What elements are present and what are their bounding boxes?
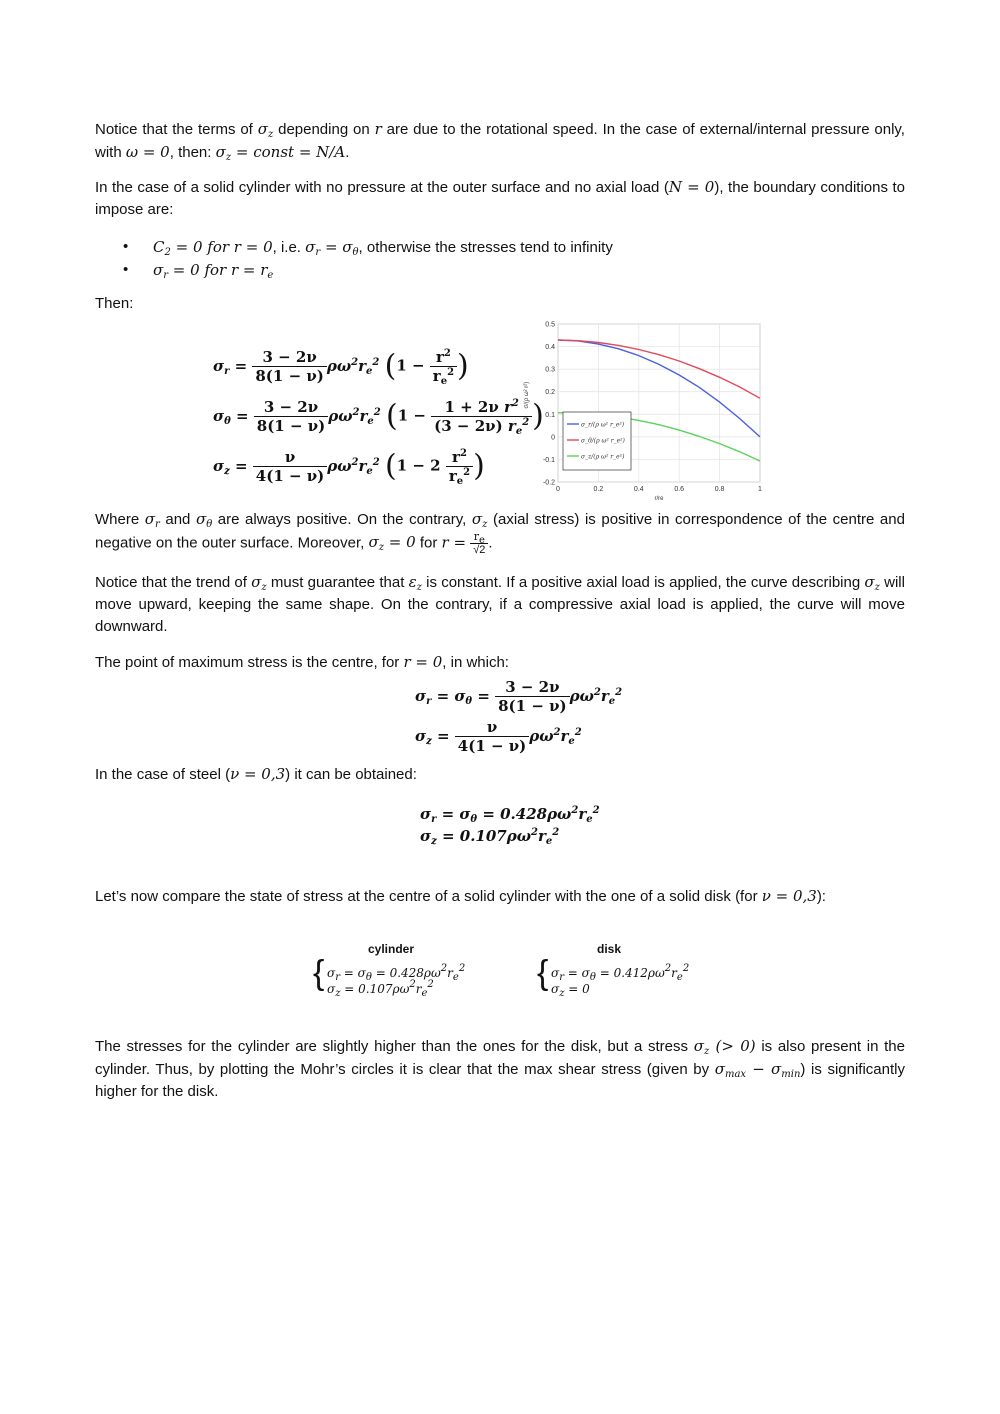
y-tick-label: -0.2	[542, 479, 555, 487]
brace-icon: {	[313, 954, 325, 992]
paragraph-rotational-terms	[95, 118, 905, 164]
text: are due to the rotational speed. In the case of external/internal pressure only, with	[95, 121, 905, 161]
cylinder-eq-2: $\sigma_z = 0.107\rho\omega^2r_e^2$	[327, 979, 434, 999]
paragraph-boundary-intro	[95, 176, 905, 221]
stress-distribution-chart	[520, 318, 770, 502]
cylinder-eq-1: $\sigma_r = \sigma_\theta = 0.428\rho\omega^2r_e^2$	[327, 963, 466, 983]
paragraph-max-stress: The point of maximum stress is the centre, for r = 0, in which:	[95, 653, 509, 671]
x-tick-label: 0.4	[633, 486, 644, 493]
text: Notice that the terms of	[95, 121, 258, 138]
x-tick-label: 1	[758, 486, 762, 493]
text: , then:	[169, 144, 216, 161]
boundary-conditions-list	[95, 236, 613, 282]
text: , otherwise the stresses tend to infinity	[358, 239, 613, 256]
equation-centre-sz: $\sigma_z$ = $\frac{\nu}{4(1 - \nu)}$ $\rho\omega^2r_e^2$	[415, 718, 582, 755]
steel-equations	[420, 803, 670, 853]
text: depending on	[273, 121, 375, 138]
x-axis-label: r/re	[654, 496, 664, 502]
list-item	[95, 259, 613, 282]
paragraph-steel: In the case of steel (ν = 0,3) it can be obtained:	[95, 765, 417, 783]
math-n-zero: N = 0	[668, 178, 715, 196]
math-sr-st: $\sigma_r = \sigma_\theta$	[305, 238, 359, 258]
text: , i.e.	[272, 239, 306, 256]
disk-title: disk	[597, 942, 622, 956]
fraction-re-sqrt2: $\frac{r_e}{√2}$	[470, 531, 488, 556]
centre-equations	[415, 678, 665, 758]
y-tick-label: 0.1	[545, 411, 555, 419]
then-label: Then:	[95, 295, 134, 312]
equation-sigma-r: $\sigma_r$ = $\frac{3 - 2\nu}{8(1 - \nu)}$ $\rho\omega^2r_e^2$ (1 − $\frac{r^2}{r_e^2}$ )	[213, 348, 469, 387]
text: .	[345, 144, 350, 161]
x-tick-label: 0	[556, 486, 560, 493]
math-sr-zero: $\sigma_r = 0$ for $r = r_e$	[153, 261, 274, 281]
equation-sigma-z: $\sigma_z$ = $\frac{\nu}{4(1 - \nu)}$ $\rho\omega^2r_e^2$ (1 − 2 $\frac{r^2}{r_e^2}$ )	[213, 448, 485, 487]
cylinder-title: cylinder	[368, 942, 415, 956]
math-sigma-z-const: $\sigma_z$ = const = N/A	[215, 143, 346, 163]
equation-steel-sr-st: $\sigma_r = \sigma_\theta = 0.428\rho\omega^2r_e^2$	[420, 805, 600, 825]
y-tick-label: 0	[551, 434, 555, 442]
math-c2: $C_2 = 0$ for r = 0	[153, 238, 273, 258]
x-tick-label: 0.8	[714, 486, 725, 493]
math-omega-zero: ω = 0	[125, 143, 170, 161]
comparison-cylinder	[313, 938, 493, 998]
y-tick-label: 0.3	[545, 366, 555, 374]
y-axis-label: σ/(ρ ω² r²)	[524, 381, 530, 409]
list-item	[95, 236, 613, 259]
y-tick-label: 0.5	[545, 321, 555, 329]
paragraph-axial-load: Notice that the trend of $\sigma_z$ must guarantee that $\varepsilon_z$ is constant. If a positive axial load is applied, the curve describing $\sigma_z$ will move upward, keeping the same shape. On the contrary, if a compressive axial load is applied, the curve will move downward.	[95, 573, 905, 635]
y-tick-label: -0.1	[542, 456, 555, 464]
x-tick-label: 0.6	[674, 486, 685, 493]
text: In the case of a solid cylinder with no pressure at the outer surface and no axial load (	[95, 179, 669, 196]
text: ), the boundary conditions to impose are:	[95, 179, 905, 218]
equation-centre-sr-st: $\sigma_r = \sigma_\theta$ = $\frac{3 - 2\nu}{8(1 - \nu)}$ $\rho\omega^2r_e^2$	[415, 678, 623, 715]
y-tick-label: 0.2	[545, 389, 555, 397]
math-r: r	[374, 120, 382, 138]
legend-label: σ_z/(ρ ω² r_e²)	[581, 453, 625, 461]
paragraph-sign-of-stresses: Where $\sigma_r$ and $\sigma_\theta$ are always positive. On the contrary, $\sigma_z$ (axial stress) is positive in correspondence of the centre and negative on the outer surface. Moreover, $\sigma_z = 0$ for r = $\frac{r_e}{√2}$ .	[95, 510, 905, 556]
paragraph-conclusion: The stresses for the cylinder are slightly higher than the ones for the disk, but a stress $\sigma_z$ (> 0) is also present in the cylinder. Thus, by plotting the Mohr’s circles it is clear that the max shear stress (given by $\sigma_{max} - \sigma_{min}$) is significantly higher for the disk.	[95, 1037, 905, 1100]
x-tick-label: 0.2	[593, 486, 604, 493]
math-sigma-z: $\sigma_z$	[257, 120, 274, 140]
disk-eq-2: $\sigma_z = 0$	[551, 982, 590, 999]
paragraph-compare: Let’s now compare the state of stress at the centre of a solid cylinder with the one of a solid disk (for ν = 0,3):	[95, 887, 826, 905]
legend-label: σ_r/(ρ ω² r_e²)	[581, 421, 625, 429]
y-tick-label: 0.4	[545, 344, 555, 352]
equation-sigma-theta: $\sigma_\theta$ = $\frac{3 - 2\nu}{8(1 - \nu)}$ $\rho\omega^2r_e^2$ (1 − $\frac{1 + 2\nu r^2}{(3 - 2\nu) r_e^2}$ )	[213, 398, 544, 437]
disk-eq-1: $\sigma_r = \sigma_\theta = 0.412\rho\omega^2r_e^2$	[551, 963, 690, 983]
equation-steel-sz: $\sigma_z = 0.107\rho\omega^2r_e^2$	[420, 827, 560, 847]
brace-icon: {	[537, 954, 549, 992]
comparison-disk	[537, 938, 717, 998]
legend-label: σ_θ/(ρ ω² r_e²)	[581, 437, 625, 445]
